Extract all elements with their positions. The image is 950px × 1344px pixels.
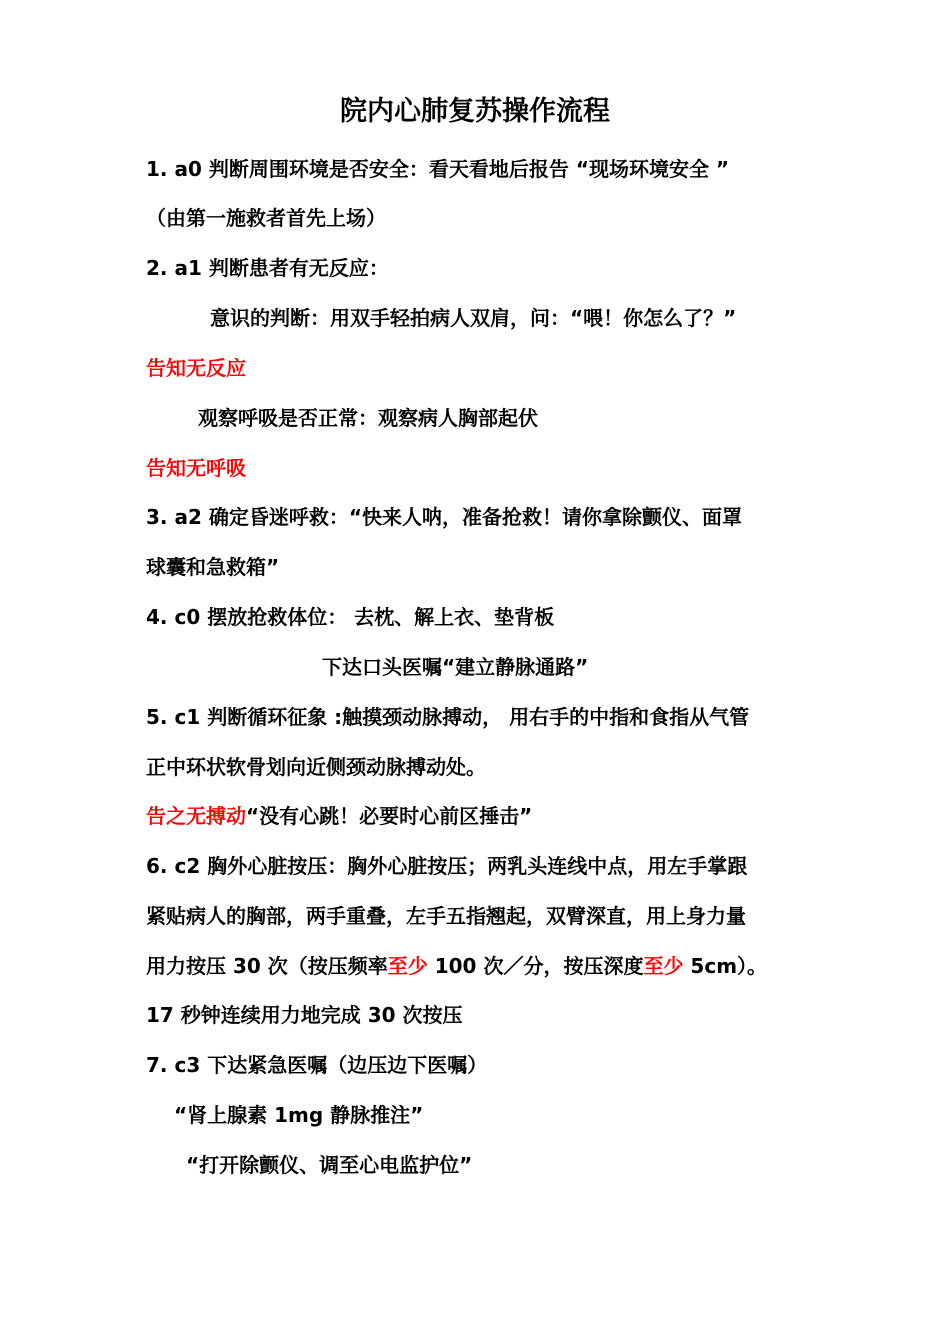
consciousness-check [210, 303, 736, 333]
step-6-text-c: 100 次／分，按压深度 [427, 954, 644, 978]
step-7-text: 7. c3 下达紧急医嘱（边压边下医嘱） [146, 1053, 488, 1077]
step-6-line-2 [146, 901, 746, 931]
step-6-text: 6. c2 胸外心脏按压：胸外心脏按压；两乳头连线中点，用左手掌跟 [146, 854, 748, 878]
report-no-breathing [146, 453, 246, 483]
step-1-text: 1. a0 判断周围环境是否安全：看天看地后报告 “现场环境安全 ” [146, 157, 730, 181]
report-no-breathing-text: 告知无呼吸 [146, 456, 246, 480]
step-1-note: （由第一施救者首先上场） [146, 206, 386, 230]
step-7-order-1 [174, 1100, 423, 1130]
step-6-emphasis-1: 至少 [387, 954, 428, 978]
step-6-line-1 [146, 851, 747, 881]
step-4-line-1 [146, 602, 554, 632]
step-3-line-2 [146, 552, 279, 582]
step-5-text: 5. c1 判断循环征象 :触摸颈动脉搏动， 用右手的中指和食指从气管 [146, 705, 750, 729]
step-6-text-end: 17 秒钟连续用力地完成 30 次按压 [146, 1003, 463, 1027]
step-3-line-1 [146, 502, 742, 532]
page-title: 院内心肺复苏操作流程 [340, 96, 610, 127]
step-6-text-a: 用力按压 30 次（按压频率 [146, 954, 388, 978]
step-1-line-2 [146, 203, 386, 233]
step-6-text-e: 5cm）。 [683, 954, 768, 978]
consciousness-check-text: 意识的判断：用双手轻拍病人双肩，问：“喂！你怎么了？” [210, 306, 737, 330]
step-5-line-2 [146, 752, 486, 782]
step-4-order-text: 下达口头医嘱“建立静脉通路” [322, 655, 589, 679]
report-no-response [146, 353, 246, 383]
step-5-text-cont: 正中环状软骨划向近侧颈动脉搏动处。 [146, 755, 486, 779]
report-no-pulse-text: “没有心跳！必要时心前区捶击” [246, 804, 533, 828]
step-1-line-1 [146, 154, 729, 184]
step-5-line-1 [146, 702, 749, 732]
step-3-text: 3. a2 确定昏迷呼救：“快来人呐，准备抢救！请你拿除颤仪、面罩 [146, 505, 742, 529]
step-6-text-cont: 紧贴病人的胸部，两手重叠，左手五指翘起，双臂深直，用上身力量 [146, 904, 746, 928]
step-3-text-cont: 球囊和急救箱” [146, 555, 280, 579]
breathing-check [198, 403, 538, 433]
step-6-emphasis-2: 至少 [643, 954, 684, 978]
step-4-text: 4. c0 摆放抢救体位： 去枕、解上衣、垫背板 [146, 605, 555, 629]
step-7-order-2 [186, 1150, 472, 1180]
report-no-response-text: 告知无反应 [146, 356, 246, 380]
step-6-line-4 [146, 1000, 463, 1030]
step-4-order [322, 652, 588, 682]
report-no-pulse-label: 告之无搏动 [146, 804, 246, 828]
step-7-order-2-text: “打开除颤仪、调至心电监护位” [186, 1153, 473, 1177]
step-2-text: 2. a1 判断患者有无反应： [146, 256, 389, 280]
step-7-order-1-text: “肾上腺素 1mg 静脉推注” [174, 1103, 424, 1127]
step-2-heading [146, 253, 389, 283]
step-6-line-3 [146, 951, 767, 981]
step-7-heading [146, 1050, 487, 1080]
breathing-check-text: 观察呼吸是否正常：观察病人胸部起伏 [198, 406, 538, 430]
report-no-pulse [146, 801, 532, 831]
